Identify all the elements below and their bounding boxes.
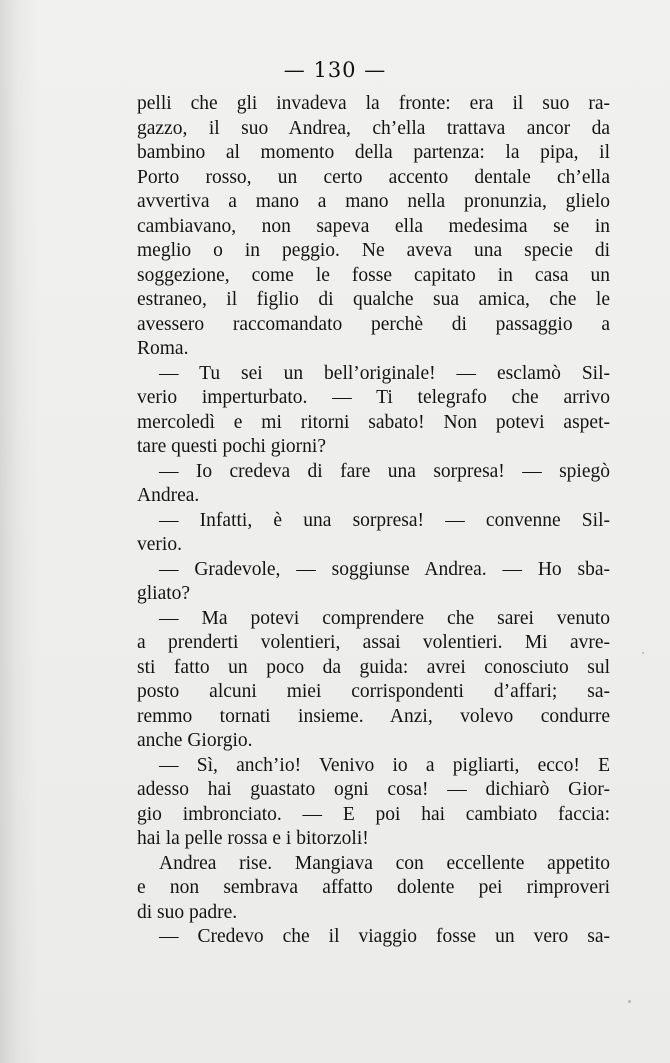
text-line: — Tu sei un bell’originale! — esclamò Sil- <box>159 362 610 384</box>
text-line: di suo padre. <box>137 901 238 923</box>
page-number: — 130 — <box>283 58 387 82</box>
text-line: — Gradevole, — soggiunse Andrea. — Ho sba- <box>159 558 610 580</box>
text-line: adesso hai guastato ogni cosa! — dichiarò Gior- <box>137 779 610 800</box>
text-line: remmo tornati insieme. Anzi, volevo condurre <box>137 705 610 727</box>
text-line: — Infatti, è una sorpresa! — convenne Sil- <box>159 509 610 531</box>
text-line: posto alcuni miei corrispondenti d’affari; sa- <box>137 681 610 702</box>
text-line: avessero raccomandato perchè di passaggio a <box>137 313 610 335</box>
paper-speck <box>628 1000 631 1003</box>
text-line: hai la pelle rossa e i bitorzoli! <box>137 828 369 849</box>
text-line: — Ma potevi comprendere che sarei venuto <box>159 607 610 629</box>
text-line: tare questi pochi giorni? <box>137 436 326 457</box>
text-line: Roma. <box>137 338 189 359</box>
text-line: verio imperturbato. — Ti telegrafo che arrivo <box>137 387 610 408</box>
text-line: meglio o in peggio. Ne aveva una specie di <box>137 240 610 261</box>
text-line: verio. <box>137 534 182 555</box>
text-line: soggezione, come le fosse capitato in casa un <box>137 264 610 286</box>
text-line: e non sembrava affatto dolente pei rimproveri <box>137 877 610 898</box>
text-line: gazzo, il suo Andrea, ch’ella trattava ancor da <box>137 117 610 139</box>
text-line: gio imbronciato. — E poi hai cambiato faccia: <box>137 803 610 825</box>
text-line: mercoledì e mi ritorni sabato! Non potevi aspet- <box>137 411 610 433</box>
text-line: Porto rosso, un certo accento dentale ch’ella <box>137 166 610 188</box>
text-line: — Io credeva di fare una sorpresa! — spiegò <box>159 460 610 482</box>
text-line: sti fatto un poco da guida: avrei conosciuto sul <box>137 656 610 678</box>
text-line: — Credevo che il viaggio fosse un vero sa- <box>159 926 610 947</box>
text-line: bambino al momento della partenza: la pipa, il <box>137 142 610 163</box>
text-line: avvertiva a mano a mano nella pronunzia, glielo <box>137 191 610 212</box>
text-line: anche Giorgio. <box>137 730 253 751</box>
paper-speck <box>642 652 644 654</box>
text-line: Andrea rise. Mangiava con eccellente appetito <box>159 852 610 874</box>
text-line: Andrea. <box>137 485 200 506</box>
text-line: gliato? <box>137 583 191 604</box>
text-line: estraneo, il figlio di qualche sua amica, che le <box>137 289 610 310</box>
text-line: a prenderti volentieri, assai volentieri. Mi avre- <box>137 632 610 653</box>
body-text <box>137 92 610 950</box>
text-line: — Sì, anch’io! Venivo io a pigliarti, ecco! E <box>159 754 610 776</box>
text-line: cambiavano, non sapeva ella medesima se in <box>137 215 610 237</box>
text-line: pelli che gli invadeva la fronte: era il suo ra- <box>137 93 610 114</box>
